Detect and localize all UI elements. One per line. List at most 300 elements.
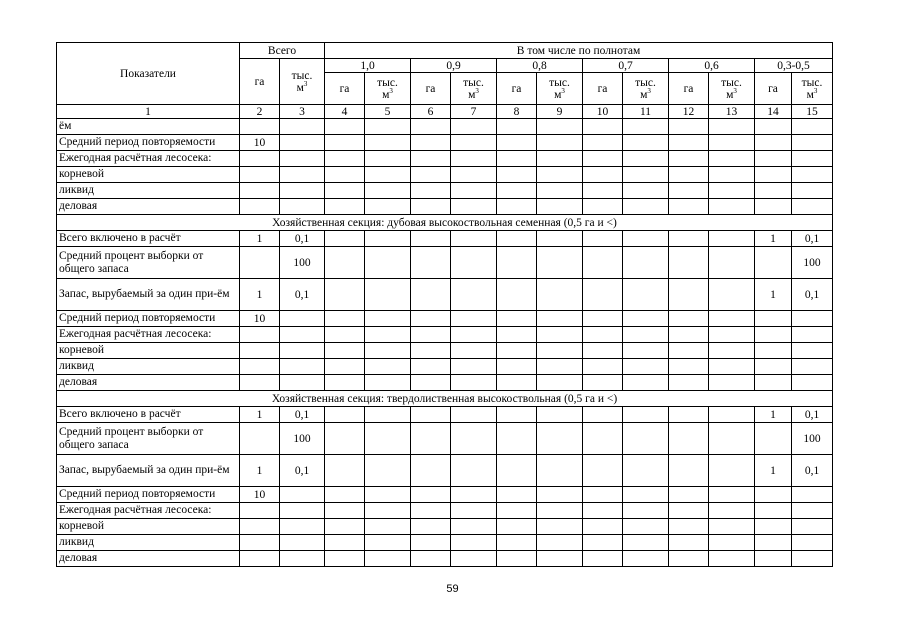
cell-value <box>365 551 411 567</box>
cell-value <box>669 151 709 167</box>
cell-value <box>537 487 583 503</box>
table-row <box>57 183 833 199</box>
cell-value <box>669 407 709 423</box>
cell-value <box>411 151 451 167</box>
cell-value <box>792 183 833 199</box>
cell-value: 100 <box>792 423 833 455</box>
table-row <box>57 135 833 151</box>
cell-value <box>537 551 583 567</box>
cell-value <box>709 119 755 135</box>
cell-value <box>411 279 451 311</box>
cell-value <box>755 535 792 551</box>
cell-value: 0,1 <box>792 231 833 247</box>
column-number: 1 <box>57 105 240 119</box>
unit-ha: га <box>583 73 623 105</box>
table-row <box>57 455 833 487</box>
cell-value <box>451 151 497 167</box>
cell-value <box>240 359 280 375</box>
unit-ths-m3 <box>623 73 669 105</box>
cell-value <box>669 455 709 487</box>
cell-value <box>240 183 280 199</box>
cell-value <box>583 359 623 375</box>
table-row <box>57 327 833 343</box>
cell-value <box>792 551 833 567</box>
cell-value <box>451 423 497 455</box>
cell-value <box>365 199 411 215</box>
cell-value <box>451 455 497 487</box>
cell-value <box>365 231 411 247</box>
cell-value <box>240 247 280 279</box>
cell-value <box>709 455 755 487</box>
unit-m: м <box>382 88 390 101</box>
cell-value <box>623 359 669 375</box>
cell-value <box>240 343 280 359</box>
cell-value <box>411 519 451 535</box>
table-row <box>57 247 833 279</box>
cell-value <box>583 375 623 391</box>
cell-value <box>411 199 451 215</box>
cell-value <box>451 311 497 327</box>
row-label: Всего включено в расчёт <box>57 231 240 247</box>
cell-value <box>755 167 792 183</box>
row-label: деловая <box>57 375 240 391</box>
cell-value <box>497 455 537 487</box>
cell-value <box>669 551 709 567</box>
cell-value <box>623 519 669 535</box>
unit-exp: 3 <box>733 86 737 95</box>
cell-value <box>755 119 792 135</box>
cell-value <box>497 503 537 519</box>
cell-value <box>240 167 280 183</box>
unit-ths: тыс. <box>291 69 313 82</box>
column-number: 10 <box>583 105 623 119</box>
cell-value <box>365 135 411 151</box>
cell-value <box>537 503 583 519</box>
cell-value <box>755 487 792 503</box>
cell-value <box>325 279 365 311</box>
cell-value <box>325 327 365 343</box>
page-number: 59 <box>446 583 459 595</box>
cell-value <box>583 135 623 151</box>
cell-value <box>451 135 497 151</box>
cell-value <box>792 519 833 535</box>
table-row <box>57 151 833 167</box>
cell-value <box>411 535 451 551</box>
row-label: корневой <box>57 343 240 359</box>
cell-value <box>280 535 325 551</box>
cell-value <box>709 151 755 167</box>
cell-value <box>709 279 755 311</box>
unit-ha: га <box>755 73 792 105</box>
cell-value: 1 <box>755 455 792 487</box>
row-label: Всего включено в расчёт <box>57 407 240 423</box>
cell-value <box>669 247 709 279</box>
table-row <box>57 519 833 535</box>
cell-value <box>365 375 411 391</box>
row-label: Средний процент выборки от общего запаса <box>57 247 240 279</box>
cell-value <box>451 519 497 535</box>
cell-value <box>583 279 623 311</box>
cell-value <box>709 311 755 327</box>
cell-value <box>451 535 497 551</box>
cell-value <box>451 359 497 375</box>
cell-value <box>623 119 669 135</box>
row-label: ликвид <box>57 183 240 199</box>
cell-value <box>365 151 411 167</box>
column-number: 7 <box>451 105 497 119</box>
cell-value <box>792 151 833 167</box>
cell-value <box>365 535 411 551</box>
cell-value <box>280 199 325 215</box>
cell-value <box>709 327 755 343</box>
cell-value <box>755 327 792 343</box>
cell-value <box>537 343 583 359</box>
cell-value <box>755 151 792 167</box>
cell-value <box>240 519 280 535</box>
row-label: корневой <box>57 167 240 183</box>
table-row <box>57 375 833 391</box>
cell-value <box>411 359 451 375</box>
unit-ths-m3 <box>451 73 497 105</box>
unit-ha: га <box>240 59 280 105</box>
cell-value <box>792 503 833 519</box>
cell-value: 1 <box>755 407 792 423</box>
cell-value <box>325 423 365 455</box>
cell-value <box>709 487 755 503</box>
cell-value <box>365 423 411 455</box>
cell-value <box>497 487 537 503</box>
cell-value <box>537 535 583 551</box>
cell-value <box>497 279 537 311</box>
cell-value <box>537 423 583 455</box>
cell-value <box>280 327 325 343</box>
unit-ths-m3 <box>537 73 583 105</box>
cell-value <box>583 503 623 519</box>
cell-value <box>537 327 583 343</box>
unit-ths: тыс. <box>635 76 656 89</box>
cell-value <box>792 199 833 215</box>
cell-value <box>411 455 451 487</box>
cell-value <box>240 199 280 215</box>
table-row <box>57 359 833 375</box>
cell-value <box>709 535 755 551</box>
cell-value <box>669 167 709 183</box>
cell-value <box>365 119 411 135</box>
cell-value <box>325 455 365 487</box>
cell-value <box>583 231 623 247</box>
cell-value <box>280 151 325 167</box>
unit-ths: тыс. <box>721 76 742 89</box>
density-group-header: 0,9 <box>411 59 497 73</box>
cell-value <box>240 119 280 135</box>
density-group-header: 1,0 <box>325 59 411 73</box>
cell-value <box>623 247 669 279</box>
cell-value <box>669 343 709 359</box>
cell-value <box>411 135 451 151</box>
section-title-row <box>57 391 833 407</box>
row-label: Запас, вырубаемый за один при-ём <box>57 279 240 311</box>
table-row <box>57 551 833 567</box>
cell-value <box>583 199 623 215</box>
cell-value <box>280 167 325 183</box>
column-number: 6 <box>411 105 451 119</box>
row-label: Запас, вырубаемый за один при-ём <box>57 455 240 487</box>
cell-value <box>755 183 792 199</box>
cell-value <box>365 279 411 311</box>
cell-value <box>669 375 709 391</box>
total-header: Всего <box>240 43 325 59</box>
cell-value <box>792 375 833 391</box>
table-row <box>57 535 833 551</box>
cell-value <box>669 487 709 503</box>
cell-value <box>325 199 365 215</box>
column-number: 14 <box>755 105 792 119</box>
unit-ths-m3 <box>709 73 755 105</box>
cell-value <box>325 519 365 535</box>
cell-value <box>411 407 451 423</box>
cell-value <box>623 135 669 151</box>
cell-value <box>583 407 623 423</box>
cell-value <box>623 375 669 391</box>
cell-value <box>623 455 669 487</box>
cell-value: 0,1 <box>792 455 833 487</box>
cell-value <box>755 423 792 455</box>
cell-value <box>325 487 365 503</box>
cell-value: 0,1 <box>280 231 325 247</box>
cell-value <box>669 535 709 551</box>
cell-value <box>280 183 325 199</box>
cell-value <box>537 407 583 423</box>
unit-m: м <box>726 88 734 101</box>
cell-value <box>669 199 709 215</box>
table-row <box>57 487 833 503</box>
cell-value <box>451 183 497 199</box>
cell-value <box>240 503 280 519</box>
cell-value <box>709 503 755 519</box>
cell-value <box>623 343 669 359</box>
cell-value <box>709 183 755 199</box>
cell-value <box>755 247 792 279</box>
cell-value: 1 <box>755 279 792 311</box>
cell-value <box>755 311 792 327</box>
cell-value <box>537 119 583 135</box>
cell-value <box>280 311 325 327</box>
cell-value <box>583 167 623 183</box>
cell-value <box>537 359 583 375</box>
unit-m: м <box>806 88 814 101</box>
unit-m: м <box>296 81 304 94</box>
cell-value <box>709 343 755 359</box>
cell-value <box>755 359 792 375</box>
cell-value <box>792 327 833 343</box>
cell-value <box>280 551 325 567</box>
cell-value <box>325 535 365 551</box>
cell-value <box>365 487 411 503</box>
cell-value <box>583 551 623 567</box>
cell-value <box>451 119 497 135</box>
cell-value <box>325 167 365 183</box>
cell-value <box>497 519 537 535</box>
unit-ths-m3 <box>792 73 833 105</box>
cell-value <box>623 231 669 247</box>
row-label: Средний период повторяемости <box>57 311 240 327</box>
row-label: Средний период повторяемости <box>57 487 240 503</box>
unit-ha: га <box>669 73 709 105</box>
row-label: ликвид <box>57 359 240 375</box>
cell-value <box>325 135 365 151</box>
table-row <box>57 423 833 455</box>
cell-value <box>497 311 537 327</box>
cell-value <box>583 327 623 343</box>
cell-value <box>669 231 709 247</box>
cell-value <box>365 343 411 359</box>
cell-value <box>623 167 669 183</box>
row-label: Ежегодная расчётная лесосека: <box>57 503 240 519</box>
row-label: Ежегодная расчётная лесосека: <box>57 327 240 343</box>
density-group-header: 0,3-0,5 <box>755 59 833 73</box>
cell-value <box>755 199 792 215</box>
column-number: 2 <box>240 105 280 119</box>
cell-value <box>325 343 365 359</box>
cell-value <box>792 167 833 183</box>
cell-value <box>669 279 709 311</box>
cell-value <box>623 151 669 167</box>
cell-value <box>325 503 365 519</box>
cell-value <box>365 327 411 343</box>
unit-ha: га <box>325 73 365 105</box>
cell-value <box>411 183 451 199</box>
cell-value <box>451 375 497 391</box>
cell-value: 0,1 <box>792 407 833 423</box>
cell-value: 0,1 <box>792 279 833 311</box>
cell-value <box>280 343 325 359</box>
cell-value <box>497 167 537 183</box>
cell-value <box>709 551 755 567</box>
cell-value <box>583 183 623 199</box>
cell-value <box>669 135 709 151</box>
cell-value: 0,1 <box>280 279 325 311</box>
column-number: 8 <box>497 105 537 119</box>
cell-value <box>623 183 669 199</box>
cell-value: 10 <box>240 311 280 327</box>
cell-value <box>325 183 365 199</box>
unit-exp: 3 <box>389 86 393 95</box>
cell-value <box>365 359 411 375</box>
cell-value <box>792 119 833 135</box>
cell-value <box>497 247 537 279</box>
including-header: В том числе по полнотам <box>325 43 833 59</box>
cell-value <box>411 247 451 279</box>
cell-value <box>280 503 325 519</box>
cell-value: 100 <box>280 423 325 455</box>
cell-value <box>755 503 792 519</box>
cell-value <box>497 199 537 215</box>
table-row <box>57 343 833 359</box>
row-label: деловая <box>57 199 240 215</box>
cell-value <box>669 503 709 519</box>
unit-exp: 3 <box>475 86 479 95</box>
row-label: деловая <box>57 551 240 567</box>
cell-value <box>411 551 451 567</box>
cell-value: 100 <box>792 247 833 279</box>
cell-value <box>623 279 669 311</box>
cell-value <box>583 151 623 167</box>
table-row <box>57 503 833 519</box>
cell-value <box>497 231 537 247</box>
cell-value <box>537 279 583 311</box>
cell-value <box>623 311 669 327</box>
cell-value <box>325 359 365 375</box>
unit-m: м <box>468 88 476 101</box>
cell-value <box>583 535 623 551</box>
cell-value <box>325 551 365 567</box>
cell-value <box>792 135 833 151</box>
cell-value <box>280 135 325 151</box>
cell-value <box>497 375 537 391</box>
unit-ths-m3 <box>365 73 411 105</box>
cell-value <box>583 343 623 359</box>
cell-value <box>709 407 755 423</box>
cell-value: 0,1 <box>280 455 325 487</box>
cell-value <box>451 343 497 359</box>
cell-value <box>411 311 451 327</box>
cell-value <box>709 247 755 279</box>
cell-value <box>451 407 497 423</box>
cell-value <box>669 423 709 455</box>
cell-value <box>280 487 325 503</box>
cell-value <box>451 551 497 567</box>
row-label: Средний процент выборки от общего запаса <box>57 423 240 455</box>
cell-value <box>497 151 537 167</box>
table-row <box>57 311 833 327</box>
cell-value <box>623 407 669 423</box>
cell-value <box>497 423 537 455</box>
cell-value <box>792 535 833 551</box>
cell-value <box>497 359 537 375</box>
cell-value <box>583 455 623 487</box>
cell-value <box>709 135 755 151</box>
cell-value <box>709 199 755 215</box>
cell-value <box>451 199 497 215</box>
cell-value <box>325 407 365 423</box>
cell-value <box>240 551 280 567</box>
cell-value <box>623 423 669 455</box>
cell-value <box>325 151 365 167</box>
cell-value <box>411 327 451 343</box>
cell-value <box>451 247 497 279</box>
cell-value <box>537 199 583 215</box>
cell-value <box>537 455 583 487</box>
cell-value <box>669 519 709 535</box>
cell-value <box>709 519 755 535</box>
table-row <box>57 279 833 311</box>
cell-value <box>537 311 583 327</box>
unit-ths: тыс. <box>801 76 823 89</box>
cell-value <box>792 343 833 359</box>
cell-value <box>583 247 623 279</box>
cell-value <box>537 519 583 535</box>
section-title-row <box>57 215 833 231</box>
cell-value <box>709 423 755 455</box>
cell-value <box>497 119 537 135</box>
cell-value <box>583 423 623 455</box>
row-label: корневой <box>57 519 240 535</box>
unit-m: м <box>640 88 648 101</box>
unit-ths: тыс. <box>549 76 570 89</box>
section-title: Хозяйственная секция: дубовая высокоствольная семенная (0,5 га и <) <box>57 215 833 231</box>
cell-value <box>755 135 792 151</box>
cell-value <box>497 343 537 359</box>
